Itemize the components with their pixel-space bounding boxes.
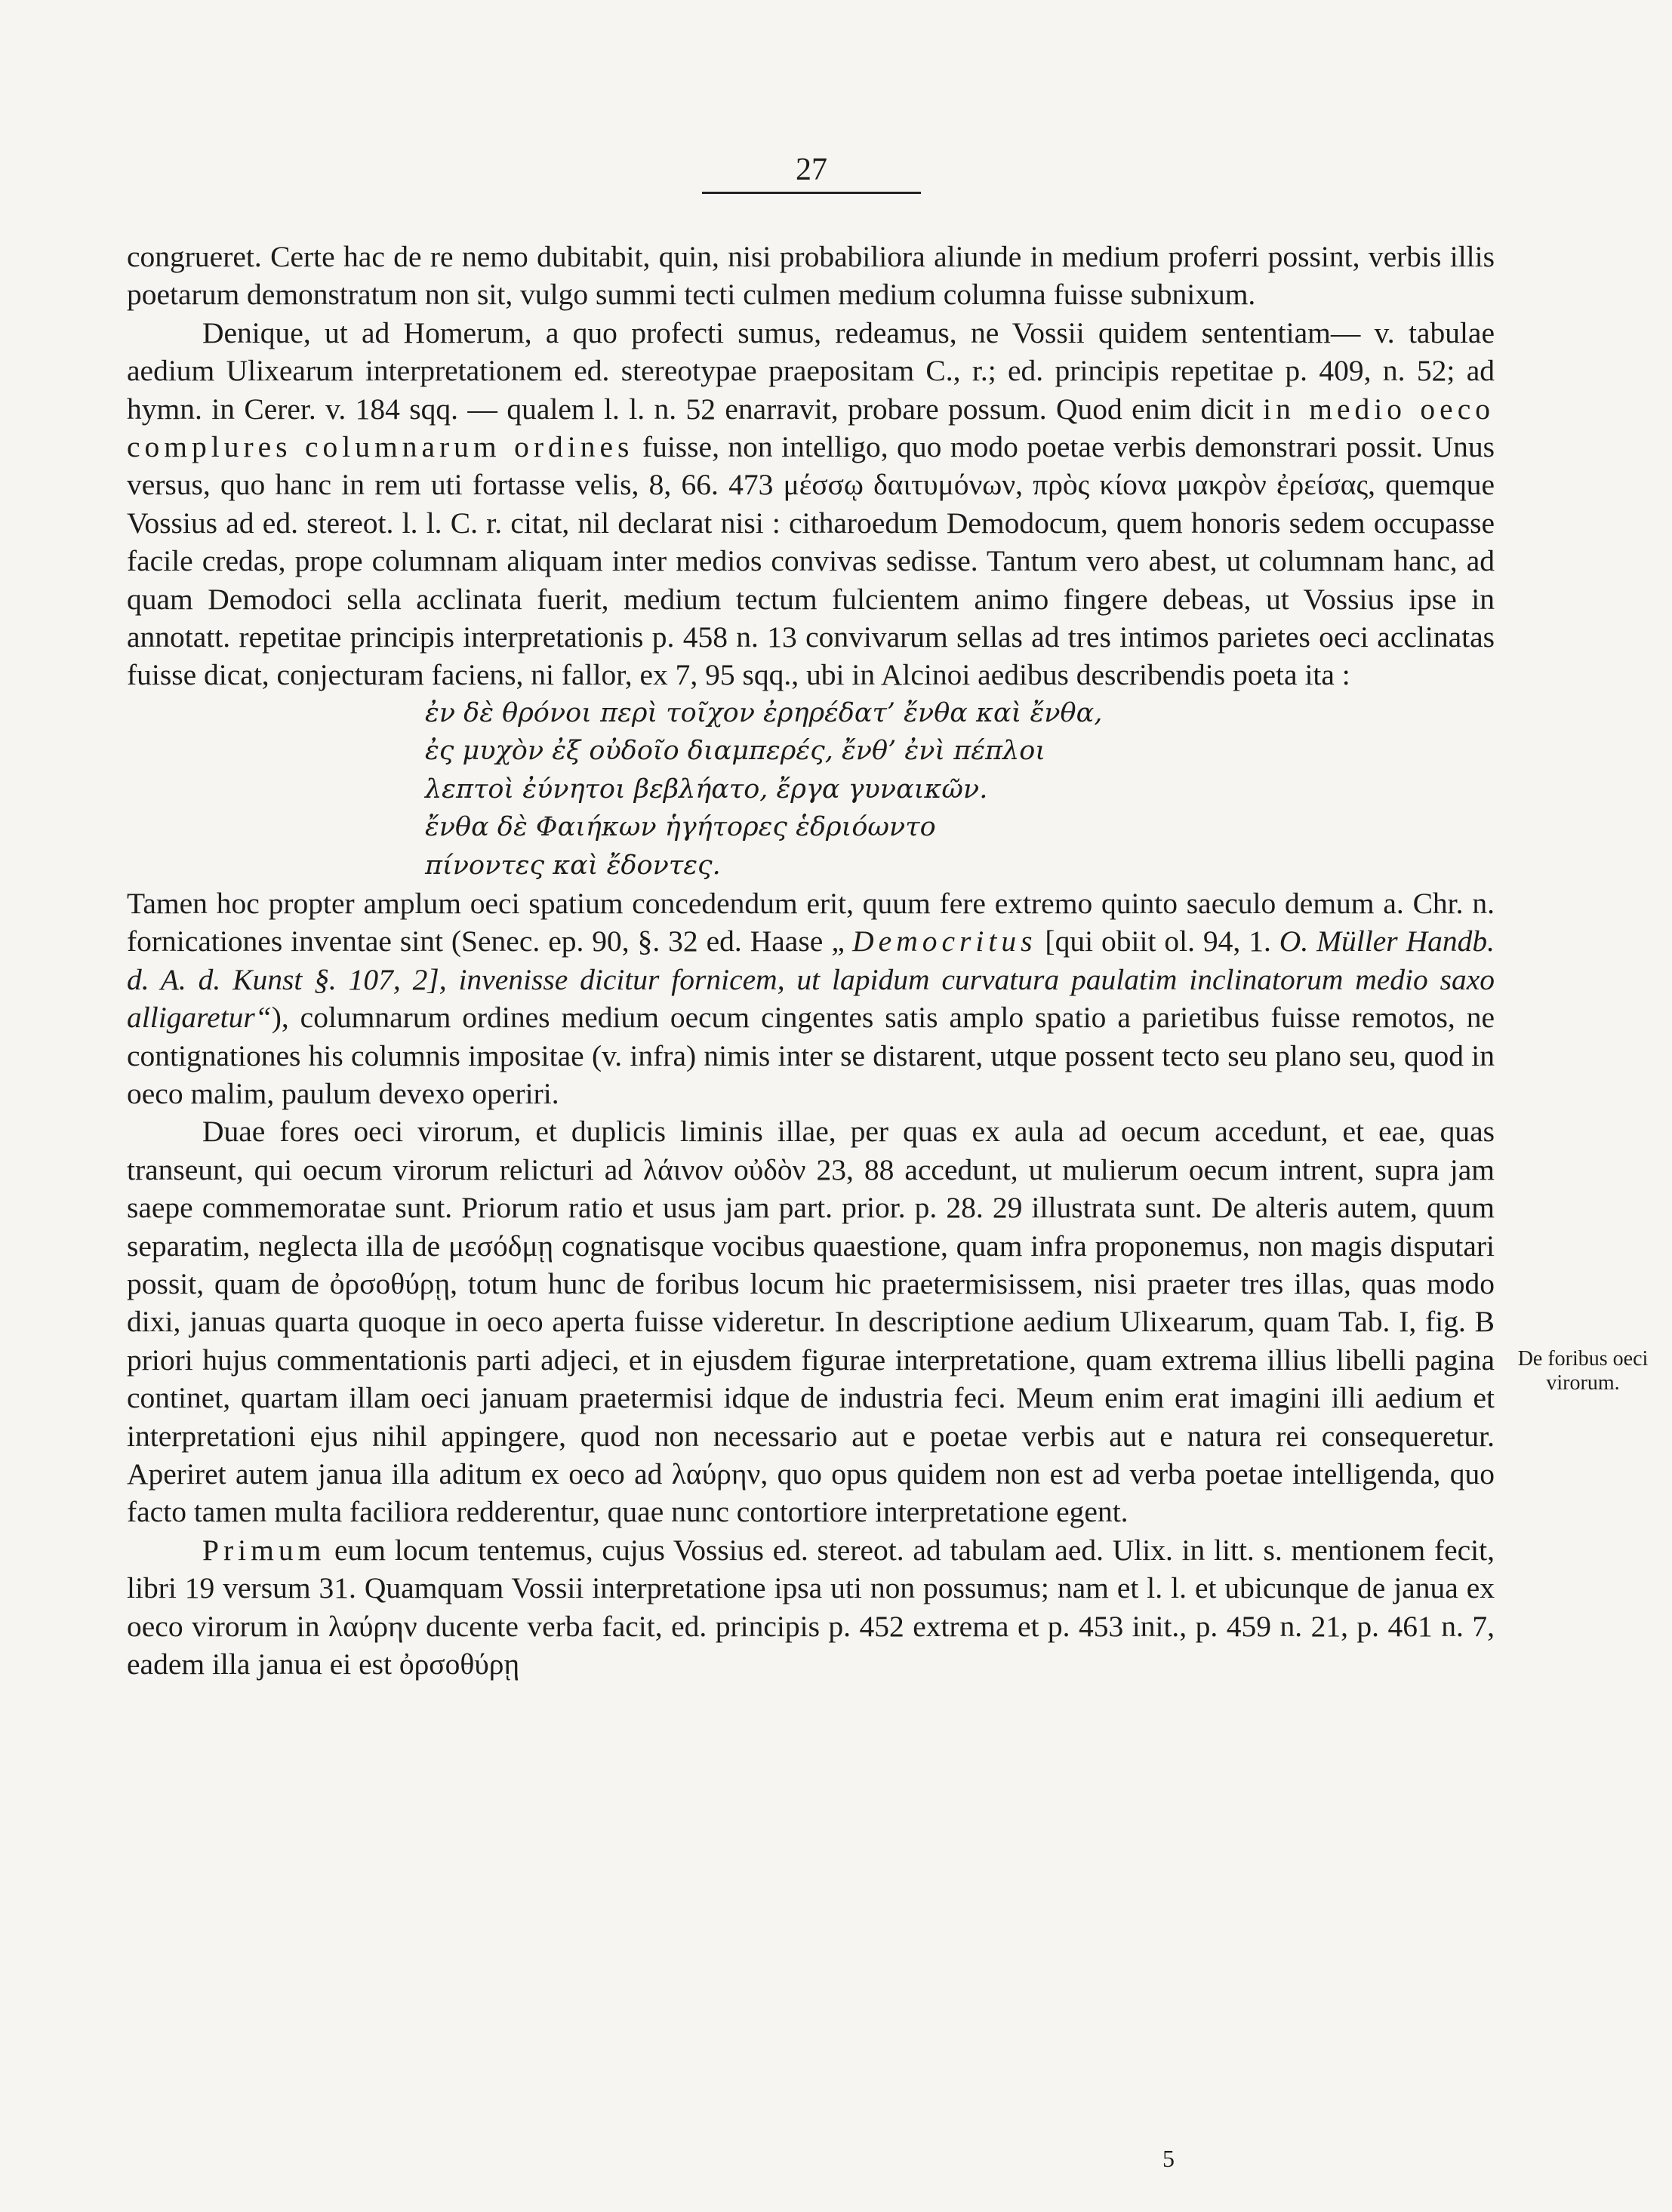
paragraph-1: congrueret. Certe hac de re nemo dubitabit, quin, nisi probabiliora aliunde in medium proferri possint, verbis illis poetarum demonstratum non sit, vulgo summi tecti culmen medium columna fuisse subnixum.	[127, 240, 1495, 312]
quote-text: ], invenisse dicitur fornicem, ut lapidum curvatura paulatim inclinatorum medio saxo alligaretur“	[127, 962, 1495, 1035]
spaced-word: Primum	[202, 1533, 326, 1567]
paragraph-2-continuation: fuisse, non intelligo, quo modo poetae verbis demonstrari possit. Unus versus, quo hanc in rem uti fortasse velis, 8, 66. 473 μέσσῳ δαιτυμόνων, πρὸς κίονα μακρὸν ἐρείσας, quemque Vossius ad ed. stereot. l. l. C. r. citat, nil declarat nisi : citharoedum Demodocum, quem honoris sedem occupasse facile credas, prope columnam aliquam inter medios convivas sedisse. Tantum vero abest, ut columnam hanc, ad quam Demodoci sella acclinata fuerit, medium tectum fulcientem animo fingere debeas, ut Vossius ipse in annotatt. repetitae principis interpretationis p. 458 n. 13 convivarum sellas ad tres intimos parietes oeci acclinatas fuisse dicat, conjecturam faciens, ni fallor, ex 7, 95 sqq., ubi in Alcinoi aedibus describendis poeta ita :	[127, 430, 1495, 692]
paragraph-5	[127, 1531, 1495, 1684]
spaced-phrase: in medio oeco complures columnarum ordines	[127, 392, 1495, 464]
quote-author: „Democritus	[831, 924, 1037, 958]
signature-mark: 5	[1162, 2145, 1175, 2172]
paragraph-2	[127, 314, 1495, 694]
paragraph-3	[127, 884, 1495, 1112]
quote-bracket: [qui obiit ol. 94, 1.	[1036, 924, 1279, 958]
verse-line: πίνοντες καὶ ἔδοντες.	[425, 850, 721, 881]
main-text	[127, 238, 1495, 1683]
quote-reference: O. Müller Handb. d. A. d. Kunst §. 107, 2	[127, 924, 1495, 996]
paragraph-2-text: Denique, ut ad Homerum, a quo profecti sumus, redeamus, ne Vossii quidem sententiam— v. tabulae aedium Ulixearum interpretationem ed. stereotypae praepositam C., r.; ed. principis repetitae p. 409, n. 52; ad hymn. in Cerer. v. 184 sqq. — qualem l. l. n. 52 enarravit, probare possum. Quod enim dicit	[127, 315, 1495, 426]
paragraph-3-text: Tamen hoc propter amplum oeci spatium concedendum erit, quum fere extremo quinto saeculo demum a. Chr. n. fornicationes inventae sint (Senec. ep. 90, §. 32 ed. Haase	[127, 886, 1495, 958]
paragraph-5-text: eum locum tentemus, cujus Vossius ed. stereot. ad tabulam aed. Ulix. in litt. s. mentionem fecit, libri 19 versum 31. Quamquam Vossii interpretatione ipsa uti non possumus; nam et l. l. et ubicunque de janua ex oeco virorum in λαύρην ducente verba facit, ed. principis p. 452 extrema et p. 453 init., p. 459 n. 21, p. 461 n. 7, eadem illa janua ei est ὀρσοθύρῃ	[127, 1533, 1495, 1681]
verse-line: λεπτοὶ ἐύνητοι βεβλήατο, ἔργα γυναικῶν.	[425, 774, 988, 805]
margin-note: De foribus oeci virorum.	[1517, 1347, 1649, 1395]
verse-line: ἔνθα δὲ Φαιήκων ἡγήτορες ἑδριόωντο	[425, 812, 936, 843]
paragraph-4: Duae fores oeci virorum, et duplicis liminis illae, per quas ex aula ad oecum accedunt, et eae, quas transeunt, qui oecum virorum relicturi ad λάινον οὐδὸν 23, 88 accedunt, ut mulierum oecum intrent, supra jam saepe commemoratae sunt. Priorum ratio et usus jam part. prior. p. 28. 29 illustrata sunt. De alteris autem, quum separatim, neglecta illa de μεσόδμῃ cognatisque vocibus quaestione, quam infra proponemus, non magis disputari possit, quam de ὀρσοθύρῃ, totum hunc de foribus locum hic praetermisissem, nisi praeter tres illas, quas modo dixi, januas quarta quoque in oeco aperta fuisse videretur. In descriptione aedium Ulixearum, quam Tab. I, fig. B priori hujus commentationis parti adjeci, et in ejusdem figurae interpretatione, quam extrema illius libelli pagina continet, quartam illam oeci januam praetermisi idque de industria feci. Meum enim erat imagini illi aedium et interpretationi ejus nihil appingere, quod non necessario aut e poetae verbis aut e natura rei consequeretur. Aperiret autem janua illa aditum ex oeco ad λαύρην, quo opus quidem non est ad verba poetae intelligenda, quo facto tamen multa faciliora redderentur, quae nunc contortiore interpretatione egent.	[127, 1115, 1495, 1529]
verse-line: ἐς μυχὸν ἐξ οὐδοῖο διαμπερές, ἔνθ’ ἐνὶ πέπλοι	[425, 736, 1046, 767]
paragraph-3-continuation: ), columnarum ordines medium oecum cingentes satis amplo spatio a parietibus fuisse remotos, ne contignationes his columnis impositae (v. infra) nimis inter se distarent, utque possent tecto seu plano seu, quod in oeco malim, paulum devexo operiri.	[127, 1001, 1495, 1110]
verse-line: ἐν δὲ θρόνοι περὶ τοῖχον ἐρηρέδατ’ ἔνθα καὶ ἔνθα,	[425, 697, 1103, 728]
page-number: 27	[702, 151, 921, 194]
